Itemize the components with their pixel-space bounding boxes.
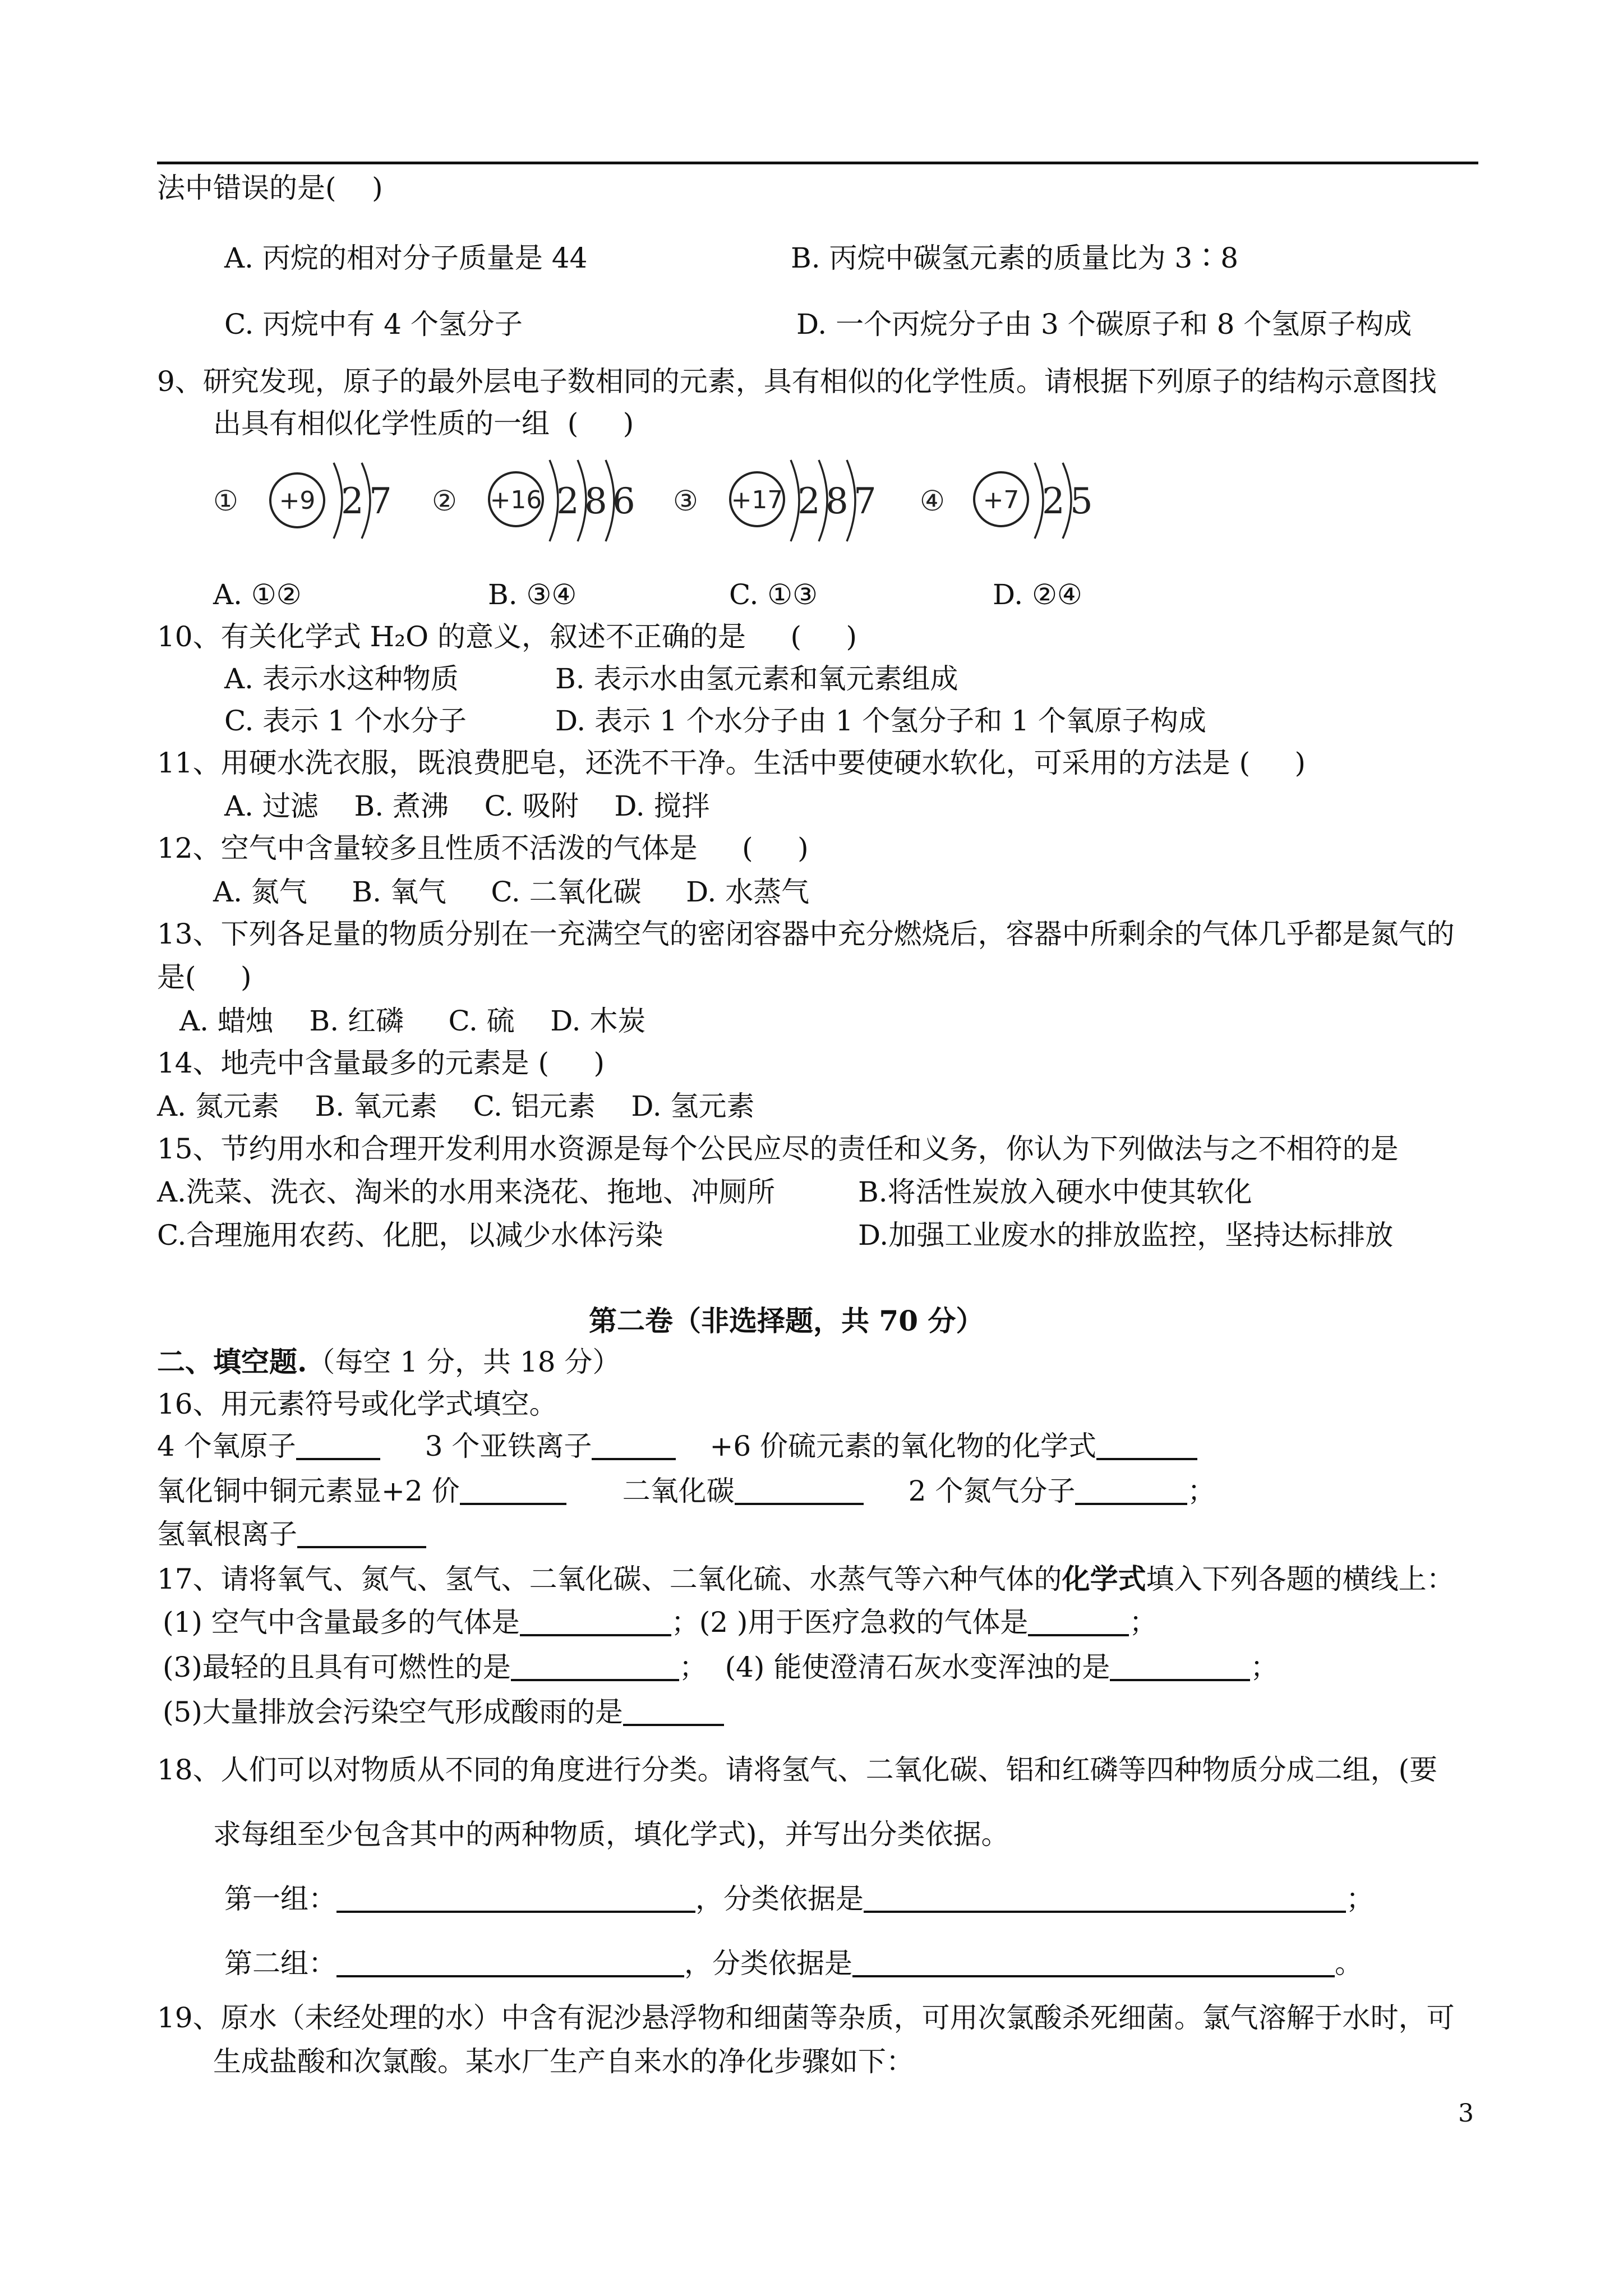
q17-part4: ； (4) 能使澄清石灰水变浑浊的是 bbox=[679, 1651, 1110, 1683]
electron-count: 2 bbox=[797, 481, 820, 522]
q17-part2: ；(2 )用于医疗急救的气体是 bbox=[671, 1606, 1029, 1639]
q18-group1-label: 第一组： bbox=[224, 1883, 336, 1915]
q16-row3 bbox=[157, 1517, 426, 1551]
q19-stem-line2: 生成盐酸和次氯酸。某水厂生产自来水的净化步骤如下： bbox=[213, 2045, 914, 2078]
q14-stem: 14、地壳中含量最多的元素是 ( ) bbox=[157, 1047, 605, 1079]
q17-semicolon: ； bbox=[1129, 1606, 1158, 1639]
q16-label-copper-valence: 氧化铜中铜元素显+2 价 bbox=[157, 1475, 460, 1507]
q15-option-b: B.将活性炭放入硬水中使其软化 bbox=[858, 1176, 1252, 1208]
nucleus-charge: +17 bbox=[731, 486, 783, 514]
q16-label-sulfur-oxide: +6 价硫元素的氧化物的化学式 bbox=[709, 1430, 1097, 1462]
atom-label: ④ bbox=[920, 485, 945, 517]
q11-stem: 11、用硬水洗衣服，既浪费肥皂，还洗不干净。生活中要使硬水软化，可采用的方法是 ( ) bbox=[157, 747, 1306, 779]
q15-option-d: D.加强工业废水的排放监控，坚持达标排放 bbox=[858, 1219, 1394, 1251]
q9-stem-line1: 9、研究发现，原子的最外层电子数相同的元素，具有相似的化学性质。请根据下列原子的结构示意图找 bbox=[157, 365, 1437, 398]
answer-blank[interactable] bbox=[735, 1475, 864, 1505]
q16-label-nitrogen-molecules: 2 个氮气分子 bbox=[908, 1475, 1076, 1507]
q17-part1: (1) 空气中含量最多的气体是 bbox=[163, 1606, 520, 1639]
electron-count: 2 bbox=[1042, 481, 1065, 522]
q17-row2 bbox=[163, 1650, 1278, 1684]
q10-option-c: C. 表示 1 个水分子 bbox=[224, 705, 467, 737]
answer-blank[interactable] bbox=[1110, 1651, 1250, 1681]
electron-count: 5 bbox=[1070, 481, 1093, 522]
q14-options: A. 氮元素 B. 氧元素 C. 铝元素 D. 氢元素 bbox=[157, 1090, 755, 1122]
q8-option-c: C. 丙烷中有 4 个氢分子 bbox=[224, 308, 523, 341]
q10-option-b: B. 表示水由氢元素和氧元素组成 bbox=[555, 662, 958, 695]
q17-part3: (3)最轻的且具有可燃性的是 bbox=[163, 1651, 511, 1683]
electron-count: 8 bbox=[584, 481, 607, 522]
q16-label-ferrous-ions: 3 个亚铁离子 bbox=[425, 1430, 592, 1462]
q17-stem bbox=[157, 1562, 1455, 1596]
q18-end-period: 。 bbox=[1335, 1947, 1363, 1980]
section2-heading bbox=[157, 1345, 620, 1379]
section2-title: 第二卷（非选择题，共 70 分） bbox=[589, 1304, 984, 1337]
q12-options: A. 氮气 B. 氧气 C. 二氧化碳 D. 水蒸气 bbox=[213, 876, 810, 908]
q16-row1 bbox=[157, 1429, 1197, 1463]
q18-group2-label: 第二组： bbox=[224, 1947, 336, 1980]
answer-blank[interactable] bbox=[1075, 1475, 1187, 1505]
q8-stem-tail: 法中错误的是( ) bbox=[157, 172, 383, 204]
q9-option-c: C. ①③ bbox=[729, 578, 818, 611]
q8-option-a: A. 丙烷的相对分子质量是 44 bbox=[224, 242, 588, 274]
electron-count: 8 bbox=[826, 481, 849, 522]
q8-option-b: B. 丙烷中碳氢元素的质量比为 3∶8 bbox=[791, 242, 1239, 274]
q18-stem-line2: 求每组至少包含其中的两种物质，填化学式)，并写出分类依据。 bbox=[213, 1818, 1009, 1851]
q15-stem: 15、节约用水和合理开发利用水资源是每个公民应尽的责任和义务，你认为下列做法与之不相符的是 bbox=[157, 1133, 1399, 1165]
answer-blank[interactable] bbox=[460, 1475, 566, 1505]
answer-blank[interactable] bbox=[520, 1606, 671, 1636]
q16-stem: 16、用元素符号或化学式填空。 bbox=[157, 1388, 557, 1420]
q16-semicolon: ； bbox=[1187, 1475, 1216, 1507]
q17-row3 bbox=[163, 1695, 724, 1729]
answer-blank[interactable] bbox=[296, 1430, 380, 1460]
q16-label-hydroxide: 氢氧根离子 bbox=[157, 1518, 297, 1550]
answer-blank[interactable] bbox=[864, 1883, 1346, 1913]
electron-count: 2 bbox=[556, 481, 579, 522]
answer-blank[interactable] bbox=[511, 1651, 679, 1681]
atom-diagram-3 bbox=[673, 460, 877, 541]
header-rule bbox=[157, 162, 1478, 164]
q13-options: A. 蜡烛 B. 红磷 C. 硫 D. 木炭 bbox=[179, 1005, 646, 1037]
q18-basis-label: ，分类依据是 bbox=[695, 1883, 864, 1915]
electron-count: 6 bbox=[612, 481, 635, 522]
q16-label-co2: 二氧化碳 bbox=[622, 1475, 735, 1507]
section2-heading-rest: （每空 1 分，共 18 分） bbox=[307, 1346, 621, 1378]
answer-blank[interactable] bbox=[1028, 1606, 1129, 1636]
answer-blank[interactable] bbox=[852, 1947, 1335, 1977]
q13-stem-line1: 13、下列各足量的物质分别在一充满空气的密闭容器中充分燃烧后，容器中所剩余的气体几乎都是氮气的 bbox=[157, 918, 1455, 950]
q18-basis-label: ，分类依据是 bbox=[684, 1947, 852, 1980]
q9-stem-line2: 出具有相似化学性质的一组 ( ) bbox=[213, 407, 634, 440]
nucleus-charge: +16 bbox=[490, 486, 542, 514]
q17-semicolon: ； bbox=[1250, 1651, 1279, 1683]
answer-blank[interactable] bbox=[1096, 1430, 1197, 1460]
q9-option-d: D. ②④ bbox=[993, 578, 1082, 611]
q13-stem-line2: 是( ) bbox=[157, 961, 252, 993]
atom-diagram-1 bbox=[213, 463, 392, 539]
electron-count: 2 bbox=[341, 481, 364, 522]
q15-option-a: A.洗菜、洗衣、淘米的水用来浇花、拖地、冲厕所 bbox=[157, 1176, 776, 1208]
q17-row1 bbox=[163, 1605, 1157, 1639]
answer-blank[interactable] bbox=[297, 1518, 426, 1548]
electron-count: 7 bbox=[854, 481, 877, 522]
answer-blank[interactable] bbox=[336, 1883, 695, 1913]
q12-stem: 12、空气中含量较多且性质不活泼的气体是 ( ) bbox=[157, 832, 809, 864]
answer-blank[interactable] bbox=[336, 1947, 684, 1977]
atom-label: ① bbox=[213, 485, 238, 517]
q9-option-b: B. ③④ bbox=[488, 578, 577, 611]
q18-end-semicolon: ； bbox=[1346, 1883, 1374, 1915]
page-number: 3 bbox=[1458, 2099, 1474, 2128]
q18-group2-row bbox=[224, 1947, 1363, 1980]
atom-label: ② bbox=[432, 485, 457, 517]
atom-diagram-2 bbox=[432, 460, 635, 541]
nucleus-charge: +9 bbox=[279, 486, 316, 515]
atom-diagram-4 bbox=[920, 463, 1093, 539]
q15-option-c: C.合理施用农药、化肥，以减少水体污染 bbox=[157, 1219, 663, 1251]
q18-group1-row bbox=[224, 1882, 1374, 1916]
q11-options: A. 过滤 B. 煮沸 C. 吸附 D. 搅拌 bbox=[224, 790, 710, 822]
q17-stem-bold: 化学式 bbox=[1062, 1562, 1146, 1595]
nucleus-charge: +7 bbox=[983, 486, 1020, 514]
q10-stem: 10、有关化学式 H₂O 的意义，叙述不正确的是 ( ) bbox=[157, 620, 857, 653]
q19-stem-line1: 19、原水（未经处理的水）中含有泥沙悬浮物和细菌等杂质，可用次氯酸杀死细菌。氯气溶解于水时，可 bbox=[157, 2001, 1455, 2034]
answer-blank[interactable] bbox=[623, 1696, 724, 1726]
q17-stem-a: 17、请将氧气、氮气、氢气、二氧化碳、二氧化硫、水蒸气等六种气体的 bbox=[157, 1563, 1062, 1595]
atom-structure-diagrams bbox=[213, 449, 1110, 544]
q18-stem-line1: 18、人们可以对物质从不同的角度进行分类。请将氢气、二氧化碳、铝和红磷等四种物质分成二组，(要 bbox=[157, 1754, 1438, 1786]
electron-count: 7 bbox=[369, 481, 392, 522]
answer-blank[interactable] bbox=[592, 1430, 676, 1460]
q9-option-a: A. ①② bbox=[213, 578, 302, 611]
q10-option-d: D. 表示 1 个水分子由 1 个氢分子和 1 个氧原子构成 bbox=[555, 705, 1206, 737]
section2-heading-bold: 二、填空题. bbox=[157, 1345, 307, 1378]
q17-part5: (5)大量排放会污染空气形成酸雨的是 bbox=[163, 1696, 623, 1728]
q17-stem-b: 填入下列各题的横线上： bbox=[1146, 1563, 1455, 1595]
q16-row2 bbox=[157, 1474, 1215, 1508]
q10-option-a: A. 表示水这种物质 bbox=[224, 662, 459, 695]
q8-option-d: D. 一个丙烷分子由 3 个碳原子和 8 个氢原子构成 bbox=[796, 308, 1412, 341]
atom-label: ③ bbox=[673, 485, 698, 517]
q16-label-oxygen-atoms: 4 个氧原子 bbox=[157, 1430, 296, 1462]
